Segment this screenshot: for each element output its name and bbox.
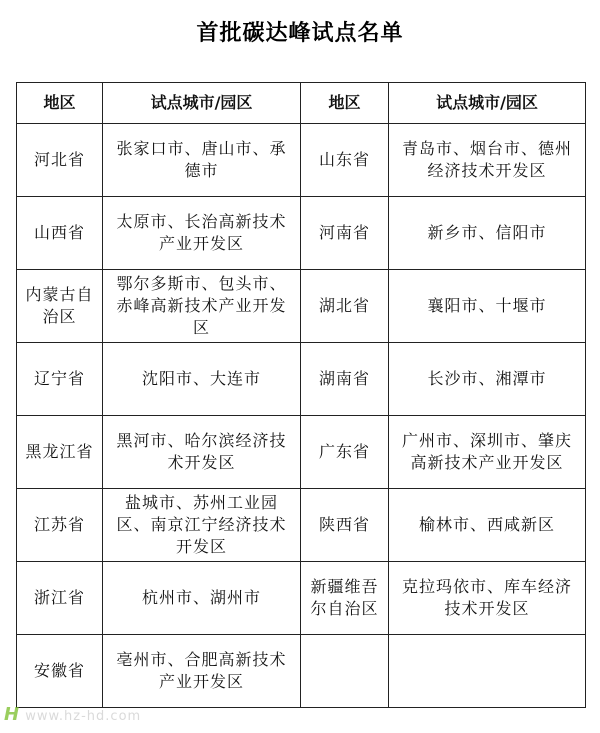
table-row — [17, 270, 586, 343]
table-row — [17, 416, 586, 489]
region-cell: 浙江省 — [17, 562, 103, 635]
region-cell: 湖南省 — [301, 343, 389, 416]
page-title: 首批碳达峰试点名单 — [196, 20, 404, 46]
table-row — [17, 489, 586, 562]
sites-cell: 襄阳市、十堰市 — [389, 270, 586, 343]
sites-cell: 克拉玛依市、库车经济技术开发区 — [389, 562, 586, 635]
watermark-text: www.hz-hd.com — [25, 709, 142, 724]
sites-cell: 青岛市、烟台市、德州经济技术开发区 — [389, 124, 586, 197]
region-cell: 山东省 — [301, 124, 389, 197]
header-sites-left: 试点城市/园区 — [103, 83, 301, 124]
sites-cell: 鄂尔多斯市、包头市、赤峰高新技术产业开发区 — [103, 270, 301, 343]
sites-cell: 盐城市、苏州工业园区、南京江宁经济技术开发区 — [103, 489, 301, 562]
region-cell: 湖北省 — [301, 270, 389, 343]
sites-cell: 张家口市、唐山市、承德市 — [103, 124, 301, 197]
sites-cell: 杭州市、湖州市 — [103, 562, 301, 635]
region-cell: 新疆维吾尔自治区 — [301, 562, 389, 635]
region-cell: 黑龙江省 — [17, 416, 103, 489]
sites-cell: 新乡市、信阳市 — [389, 197, 586, 270]
header-region-right: 地区 — [301, 83, 389, 124]
watermark-logo-mark: H — [4, 704, 21, 725]
sites-cell: 广州市、深圳市、肇庆高新技术产业开发区 — [389, 416, 586, 489]
sites-cell: 黑河市、哈尔滨经济技术开发区 — [103, 416, 301, 489]
region-cell: 内蒙古自治区 — [17, 270, 103, 343]
table-row — [17, 562, 586, 635]
sites-cell: 亳州市、合肥高新技术产业开发区 — [103, 635, 301, 708]
sites-cell: 长沙市、湘潭市 — [389, 343, 586, 416]
sites-cell: 沈阳市、大连市 — [103, 343, 301, 416]
table-row — [17, 124, 586, 197]
region-cell: 河北省 — [17, 124, 103, 197]
region-cell: 河南省 — [301, 197, 389, 270]
watermark — [4, 704, 141, 725]
region-cell: 江苏省 — [17, 489, 103, 562]
sites-cell: 榆林市、西咸新区 — [389, 489, 586, 562]
table-header-row — [17, 83, 586, 124]
region-cell-empty — [301, 635, 389, 708]
table-row — [17, 197, 586, 270]
table-row — [17, 343, 586, 416]
table-row — [17, 635, 586, 708]
region-cell: 安徽省 — [17, 635, 103, 708]
sites-cell: 太原市、长治高新技术产业开发区 — [103, 197, 301, 270]
sites-cell-empty — [389, 635, 586, 708]
pilot-list-table — [16, 82, 586, 708]
region-cell: 山西省 — [17, 197, 103, 270]
header-sites-right: 试点城市/园区 — [389, 83, 586, 124]
region-cell: 广东省 — [301, 416, 389, 489]
region-cell: 辽宁省 — [17, 343, 103, 416]
header-region-left: 地区 — [17, 83, 103, 124]
region-cell: 陕西省 — [301, 489, 389, 562]
